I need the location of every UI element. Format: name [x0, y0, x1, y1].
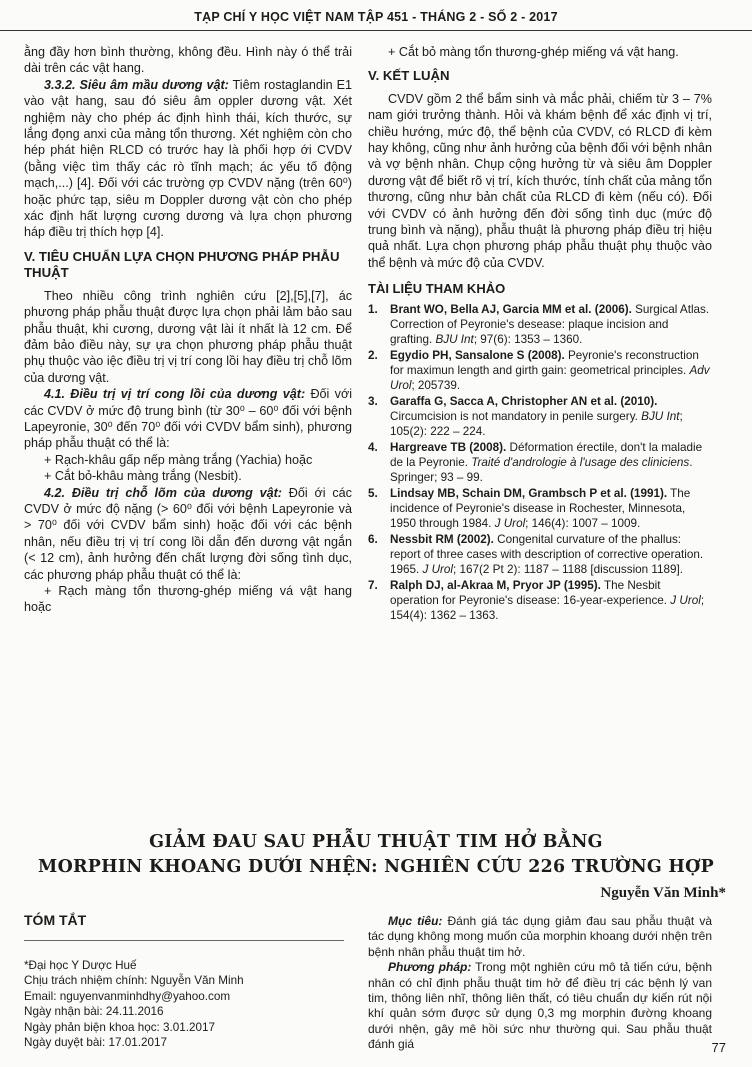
references-heading: TÀI LIỆU THAM KHẢO — [368, 281, 506, 297]
reference-text — [390, 578, 712, 623]
reference-details: ; 205739. — [411, 378, 461, 392]
reference-item — [368, 486, 712, 531]
reference-details: ; 105(2): 222 – 224. — [390, 409, 683, 438]
reference-title: The Nesbit operation for Peyronie's disease: 16-year-experience. — [390, 578, 671, 607]
article-author: Nguyễn Văn Minh* — [600, 885, 726, 901]
reference-authors: Brant WO, Bella AJ, Garcia MM et al. (2006). — [390, 302, 632, 316]
reference-number: 5. — [368, 486, 378, 500]
reference-number: 2. — [368, 348, 378, 362]
reference-journal: J Urol — [494, 516, 526, 530]
reference-text — [390, 302, 712, 347]
section-4-1-label: 4.1. Điều trị vị trí cong lồi của dương vật: — [44, 387, 306, 402]
journal-header-text: TẠP CHÍ Y HỌC VIỆT NAM TẬP 451 - THÁNG 2 - SỐ 2 - 2017 — [194, 10, 558, 24]
paragraph-surgery-criteria: Theo nhiều công trình nghiên cứu [2],[5],[7], ác phương pháp phẫu thuật được lựa chọn phải lảm bảo sau phẫu thuật, khi cương, dương vật lài ít nhất là 12 cm. Để đảm bảo điều này, sự ựa chọn phương pháp phẫu thuật phụ thuộc vào iệc điều trị vị trí cong lồi hay điều trị chỗ lõm của dương vật. — [24, 288, 352, 385]
abstract-goal — [368, 914, 712, 960]
article-title-line-1: GIẢM ĐAU SAU PHẪU THUẬT TIM HỞ BẰNG — [149, 832, 603, 852]
abstract-goal-text: Đánh giá tác dụng giảm đau sau phẫu thuật và tác dụng không mong muốn của morphin khoang dưới nhện trên bệnh nhân phẫu thuật tim hở. — [368, 914, 712, 959]
reference-item — [368, 532, 712, 577]
reference-authors: Lindsay MB, Schain DM, Grambsch P et al. (1991). — [390, 486, 668, 500]
reference-text — [390, 486, 712, 531]
reference-text — [390, 348, 712, 393]
bullet-graft: + Rạch màng tổn thương-ghép miếng vá vật hang hoặc — [24, 584, 352, 615]
reference-item — [368, 440, 712, 485]
section-4-2-label: 4.2. Điều trị chỗ lõm của dương vật: — [44, 485, 282, 500]
section-3-3-2 — [24, 77, 352, 241]
section-4-1-text: Đối với các CVDV ở mức độ trung bình (từ 30⁰ – 60⁰ đối với bệnh Lapeyronie, 30⁰ đến 70⁰ đối với CVDV bẩm sinh), phương pháp phẫu thuật có thể là: — [24, 387, 353, 451]
reference-details: ; 97(6): 1353 – 1360. — [473, 332, 583, 346]
reference-list — [368, 302, 712, 623]
reference-title: Peyronie's reconstruction for maximun length and girth gain: geometrical principles. — [390, 348, 699, 377]
section-4-2-text: Đối ới các CVDV ở mức độ nặng (> 60⁰ đối với bệnh Lapeyronie và > 70⁰ đối với CVDV bẩm sinh) hoặc đối với các bệnh nhân, nếu điều trị vị trí cong lồi dẫn đến dương vật ngắn (< 12 cm), ảnh hưởng đến chất lượng đời sống tình dục, các phương pháp phẫu thuật có thể là: — [24, 485, 352, 582]
left-column — [24, 44, 352, 616]
reference-journal: Traité d'andrologie à l'usage des cliniciens — [471, 455, 690, 469]
reference-number: 1. — [368, 302, 378, 316]
bullet-nesbit: + Cắt bỏ-khâu màng trắng (Nesbit). — [44, 469, 242, 484]
reference-details: ; 154(4): 1362 – 1363. — [390, 593, 705, 622]
reference-details: . Springer; 93 – 99. — [390, 455, 693, 484]
paragraph-conclusion: CVDV gồm 2 thể bẩm sinh và mắc phải, chiếm từ 3 – 7% nam giới trưởng thành. Hỏi và khám bệnh để xác định vị trí, chiều hướng, mức độ, thể bệnh của CVDV, có RLCD đi kèm hay không, cũng như ảnh hưởng của bệnh đối với bệnh nhân và vợ bệnh nhân. Chụp cộng hưởng từ và siêu âm Doppler dương vật để biết rõ vị trí, kích thước, tính chất của mảng tổn thương, cũng như bản chất của RLCD đi kèm (nếu có). Đối với CVDV có ảnh hưởng đến đời sống tình dục (mức độ trung bình và nặng), phẫu thuật là phương pháp điều trị hiệu quả nhất. Lựa chọn phương pháp phẫu thuật phụ thuộc vào thể bệnh và mức độ của CVDV. — [368, 91, 712, 270]
reference-title: Surgical Atlas. Correction of Peyronie's desease: plaque incision and grafting. — [390, 302, 710, 346]
reference-number: 4. — [368, 440, 378, 454]
footnote-divider — [24, 940, 344, 941]
journal-header — [0, 8, 752, 31]
reference-authors: Hargreave TB (2008). — [390, 440, 507, 454]
reference-authors: Egydio PH, Sansalone S (2008). — [390, 348, 565, 362]
reference-item — [368, 348, 712, 393]
affiliation-line: Email: nguyenvanminhdhy@yahoo.com — [24, 989, 231, 1003]
author-affiliation — [24, 958, 324, 1050]
reference-journal: BJU Int — [641, 409, 680, 423]
section-4-1 — [24, 386, 352, 452]
reference-item — [368, 394, 712, 439]
reference-journal: J Urol — [422, 562, 454, 576]
reference-details: ; 167(2 Pt 2): 1187 – 1188 [discussion 1189]. — [453, 562, 684, 576]
reference-title: The incidence of Peyronie's disease in Rochester, Minnesota, 1950 through 1984. — [390, 486, 691, 530]
reference-journal: Adv Urol — [390, 363, 710, 392]
section-heading-conclusion: V. KẾT LUẬN — [368, 68, 450, 84]
abstract-method — [368, 960, 712, 1052]
abstract-method-label: Phương pháp: — [388, 960, 472, 975]
affiliation-line: Ngày phản biện khoa học: 3.01.2017 — [24, 1020, 216, 1034]
section-3-3-2-label: 3.3.2. Siêu âm mầu dương vật: — [44, 77, 229, 92]
reference-title: Circumcision is not mandatory in penile surgery. — [390, 409, 642, 423]
right-column — [368, 44, 712, 624]
summary-heading: TÓM TẮT — [24, 912, 87, 928]
affiliation-line: Ngày duyệt bài: 17.01.2017 — [24, 1036, 167, 1050]
abstract-method-text: Trong một nghiên cứu mô tả tiến cứu, bệnh nhân có chỉ định phẫu thuật tim hở để điều trị các bệnh lý van tim, thông liên nhĩ, thông liên thất, có tiêu chuẩn dự kiến rút nội khí quản sớm được sử dụng 0,3 mg morphin đường khoang dưới nhện, gây mê hồi sức như thường qui. Sau phẫu thuật đánh giá — [368, 960, 712, 1052]
reference-item — [368, 302, 712, 347]
affiliation-line: Chịu trách nhiệm chính: Nguyễn Văn Minh — [24, 974, 244, 988]
bullet-yachia: + Rạch-khâu gấp nếp màng trắng (Yachia) hoặc — [44, 452, 313, 467]
article-title — [20, 830, 732, 880]
section-heading-surgery-criteria: V. TIÊU CHUẨN LỰA CHỌN PHƯƠNG PHÁP PHẪU THUẬT — [24, 248, 340, 281]
reference-details: ; 146(4): 1007 – 1009. — [525, 516, 641, 530]
reference-text — [390, 532, 712, 577]
reference-number: 6. — [368, 532, 378, 546]
reference-authors: Nessbit RM (2002). — [390, 532, 494, 546]
bullet-excision-graft: + Cắt bỏ màng tổn thương-ghép miếng vá vật hang. — [388, 45, 679, 59]
abstract-goal-label: Mục tiêu: — [388, 914, 443, 928]
reference-item — [368, 578, 712, 623]
affiliation-line: Ngày nhận bài: 24.11.2016 — [24, 1005, 164, 1019]
reference-title: Congenital curvature of the phallus: report of three cases with description of corrective operation. 1965. — [390, 532, 704, 576]
affiliation-line: *Đại học Y Dược Huế — [24, 959, 137, 972]
paragraph-intro: ằng đầy hơn bình thường, không đều. Hình này ó thể trải dài trên các vật hang. — [24, 45, 352, 76]
reference-text — [390, 440, 712, 485]
section-3-3-2-text: Tiêm rostaglandin E1 vào vật hang, sau đó siêu âm oppler dương vật. Xét nghiệm này cho phép ác định hình thái, kích thước, sự lắng đọng anxi của mảng tổn thương. Xét nghiệm còn cho hép phát hiện RLCD có trước hay là phối hợp ới CVDV (bằng việc tìm thấy các rò tĩnh mạch; ác yếu tố động mạch,...) [4]. Đối với các trường ợp CVDV nặng (trên 60⁰) hoặc phức tạp, siêu m Doppler dương vật còn cho phép xác định hất lượng cương dương và lựa chọn phương háp điều trị thích hợp [4]. — [24, 77, 352, 240]
article-title-line-2: MORPHIN KHOANG DƯỚI NHỆN: NGHIÊN CỨU 226 TRƯỜNG HỢP — [38, 857, 714, 877]
reference-journal: BJU Int — [435, 332, 474, 346]
reference-title: Déformation érectile, don't la maladie de la Peyronie. — [390, 440, 703, 469]
reference-authors: Garaffa G, Sacca A, Christopher AN et al. (2010). — [390, 394, 658, 408]
reference-number: 3. — [368, 394, 378, 408]
abstract-text — [368, 914, 712, 1053]
page-number: 77 — [711, 1040, 726, 1055]
section-4-2 — [24, 485, 352, 583]
reference-text — [390, 394, 712, 439]
reference-number: 7. — [368, 578, 378, 592]
reference-authors: Ralph DJ, al-Akraa M, Pryor JP (1995). — [390, 578, 601, 592]
reference-journal: J Urol — [670, 593, 701, 607]
